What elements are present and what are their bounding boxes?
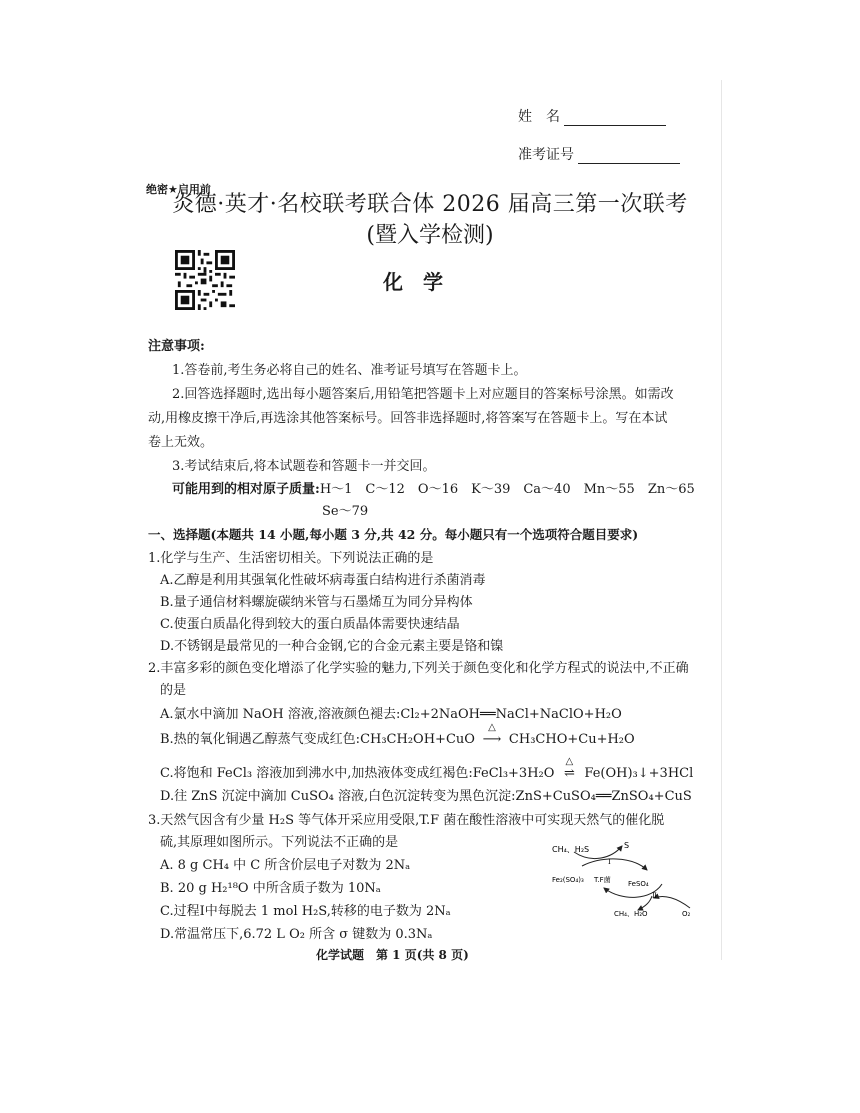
section1-heading: 一、选择题(本题共 14 小题,每小题 3 分,共 42 分。每小题只有一个选项符合题目要求) (148, 527, 639, 542)
atomic-mass-label: 可能用到的相对原子质量: (172, 482, 320, 497)
q2-option-c-reactants: C.将饱和 FeCl₃ 溶液加到沸水中,加热液体变成红褐色:FeCl₃+3H₂O (160, 766, 555, 781)
name-field (518, 106, 666, 126)
q2-option-a: A.氯水中滴加 NaOH 溶液,溶液颜色褪去:Cl₂+2NaOH══NaCl+NaClO+H₂O (160, 707, 622, 722)
q2-stem-line2: 的是 (160, 683, 187, 698)
exam-title: 炎德·英才·名校联考联合体 2026 届高三第一次联考 (172, 192, 688, 217)
q3-option-d: D.常温常压下,6.72 L O₂ 所含 σ 键数为 0.3Nₐ (160, 927, 433, 942)
page-footer: 化学试题 第 1 页(共 8 页) (316, 948, 469, 962)
name-label: 姓 名 (518, 109, 560, 125)
q1-stem: 1.化学与生产、生活密切相关。下列说法正确的是 (148, 551, 434, 566)
diagram-left-species: Fe₂(SO₄)₃ (552, 876, 584, 884)
diagram-in-left: CH₄、H₂S (552, 845, 590, 854)
name-blank (564, 109, 666, 126)
q3-option-a: A. 8 g CH₄ 中 C 所含价层电子对数为 2Nₐ (160, 858, 411, 873)
diagram-label-ii: Ⅱ (652, 892, 657, 900)
notice-item-3: 3.考试结束后,将本试题卷和答题卡一并交回。 (172, 459, 436, 474)
q2-option-c (160, 756, 694, 781)
q3-stem-line2: 硫,其原理如图所示。下列说法不正确的是 (160, 835, 399, 850)
desulfurization-cycle-diagram (552, 838, 702, 918)
q1-option-b: B.量子通信材料螺旋碳纳米管与石墨烯互为同分异构体 (160, 595, 473, 610)
q1-option-d: D.不锈钢是最常见的一种合金钢,它的合金元素主要是铬和镍 (160, 639, 504, 654)
heat-symbol: △ (565, 756, 574, 767)
q2-stem-line1: 2.丰富多彩的颜色变化增添了化学实验的魅力,下列关于颜色变化和化学方程式的说法中,不正确 (148, 661, 689, 676)
q2-option-b-reactants: B.热的氧化铜遇乙醇蒸气变成红色:CH₃CH₂OH+CuO (160, 732, 475, 747)
diagram-in-o2: O₂ (682, 910, 691, 918)
diagram-right-species: FeSO₄ (628, 880, 649, 888)
diagram-catalyst: T.F菌 (594, 876, 611, 884)
notice-item-2b: 动,用橡皮擦干净后,再选涂其他答案标号。回答非选择题时,将答案写在答题卡上。写在本试 (148, 411, 668, 426)
q3-option-c: C.过程Ⅰ中每脱去 1 mol H₂S,转移的电子数为 2Nₐ (160, 904, 451, 919)
q2-option-b (160, 722, 635, 747)
q3-option-b: B. 20 g H₂¹⁸O 中所含质子数为 10Nₐ (160, 881, 381, 896)
q2-option-c-products: Fe(OH)₃↓+3HCl (584, 766, 694, 781)
notice-item-1: 1.答卷前,考生务必将自己的姓名、准考证号填写在答题卡上。 (172, 363, 527, 378)
subject-title: 化 学 (383, 270, 443, 294)
atomic-mass-line1 (172, 478, 695, 497)
reversible-heat-arrow: △ ⇌ (554, 766, 584, 781)
q1-option-c: C.使蛋白质晶化得到较大的蛋白质晶体需要快速结晶 (160, 617, 460, 632)
heat-arrow: △ ⟶ (475, 732, 509, 747)
diagram-out-s: S (624, 841, 630, 850)
id-label: 准考证号 (518, 147, 574, 163)
exam-subtitle: (暨入学检测) (366, 223, 494, 248)
diagram-label-i: Ⅰ (608, 858, 611, 866)
heat-symbol: △ (488, 722, 496, 733)
id-field (518, 144, 680, 164)
atomic-mass-line2: Se～79 (322, 504, 369, 519)
notice-item-2c: 卷上无效。 (148, 435, 214, 450)
atomic-mass-values: H～1 C～12 O～16 K～39 Ca～40 Mn～55 Zn～65 (319, 482, 695, 497)
q3-stem-line1: 3.天然气因含有少量 H₂S 等气体开采应用受限,T.F 菌在酸性溶液中可实现天然气的催化脱 (148, 813, 665, 828)
secret-label: 绝密★启用前 (146, 183, 211, 196)
q2-option-d: D.往 ZnS 沉淀中滴加 CuSO₄ 溶液,白色沉淀转变为黑色沉淀:ZnS+CuSO₄══ZnSO₄+CuS (160, 789, 692, 804)
notice-item-2a: 2.回答选择题时,选出每小题答案后,用铅笔把答题卡上对应题目的答案标号涂黑。如需改 (172, 387, 674, 402)
qr-code-icon (175, 250, 235, 310)
id-blank (578, 147, 680, 164)
q2-option-b-products: CH₃CHO+Cu+H₂O (508, 732, 635, 747)
notice-heading: 注意事项: (148, 339, 205, 354)
q1-option-a: A.乙醇是利用其强氧化性破坏病毒蛋白结构进行杀菌消毒 (160, 573, 486, 588)
diagram-out-bottom: CH₄、H₂O (614, 910, 648, 918)
